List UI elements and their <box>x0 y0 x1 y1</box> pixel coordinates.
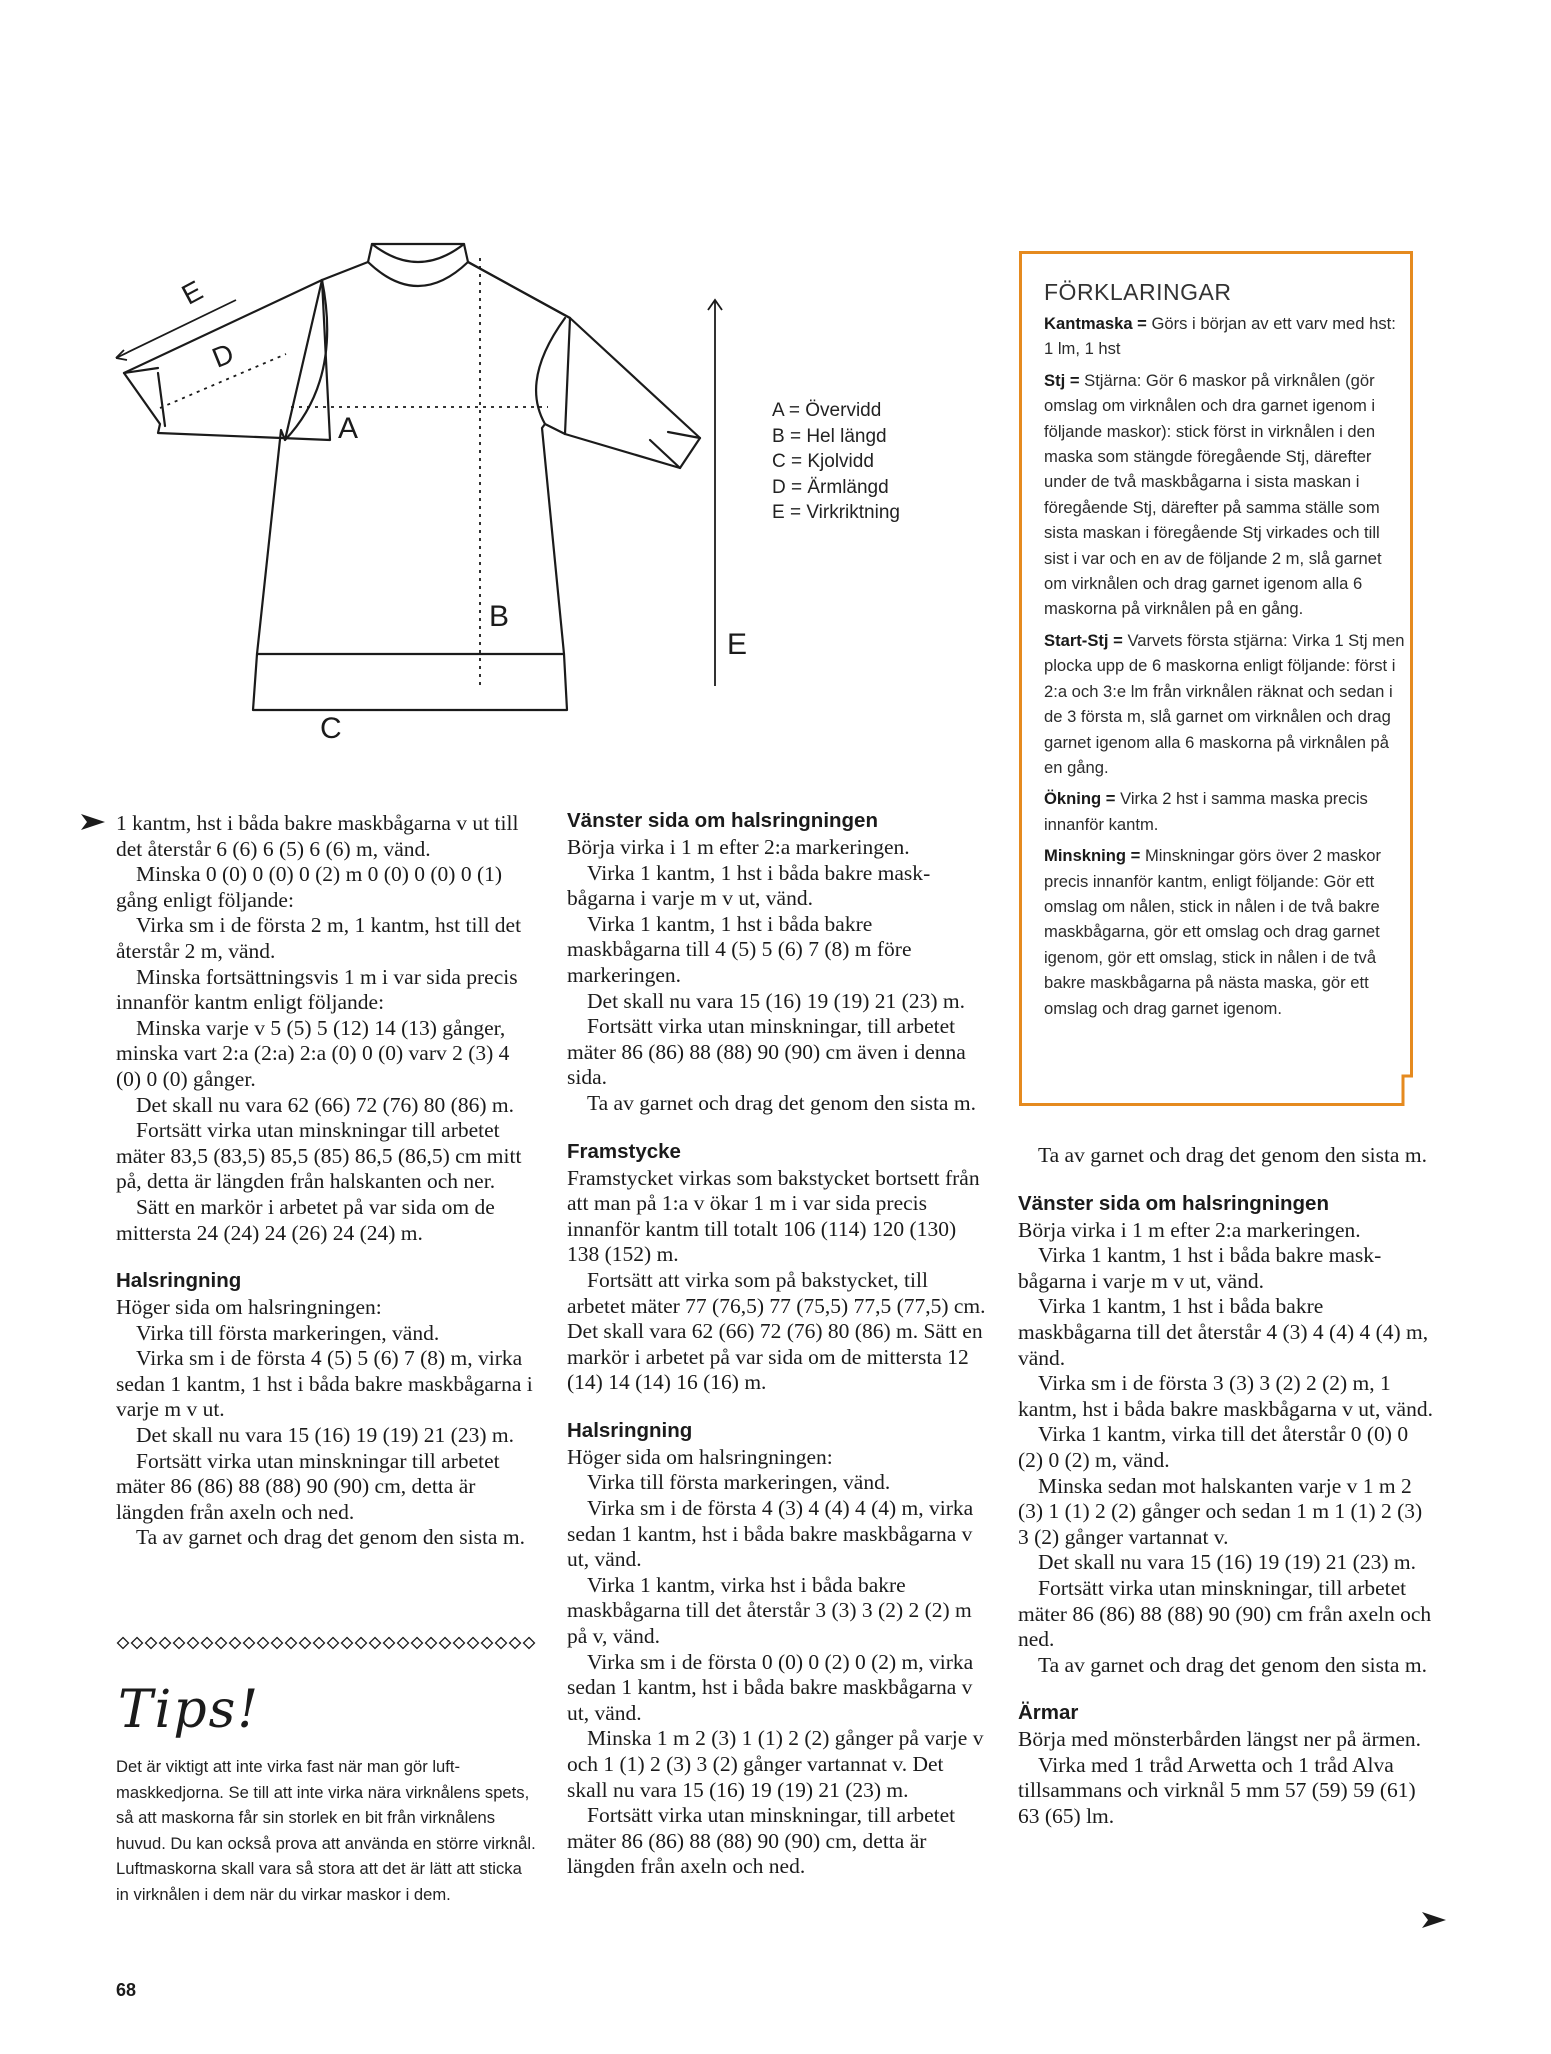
tips-text: Det är viktigt att inte virka fast när man gör luftmaskkedjorna. Se till att inte virka nära virknålens spets, så att maskorna får sin storlek en bit från virknålens huvud. Du kan också prova att använda en större virknål. Luftmaskorna skall vara så stora att det är lätt att sticka in virknålen i dem när du virkar maskor i dem. <box>116 1757 536 1904</box>
right-sleeve <box>468 262 700 468</box>
paragraph: Virka med 1 tråd Arwetta och 1 tråd Alva tillsammans och virknål 5 mm 57 (59) 59 (61) 63 (65) lm. <box>1018 1752 1416 1829</box>
paragraph: Det skall nu vara 15 (16) 19 (19) 21 (23) m. <box>136 1423 514 1448</box>
paragraph: Fortsätt virka utan minskningar, till arbetet mäter 86 (86) 88 (88) 90 (90) cm även i denna sida. <box>567 1014 966 1090</box>
diagram-label-c: C <box>320 712 342 745</box>
paragraph: Virka 1 kantm, virka hst i båda bakre maskbågarna till det återstår 3 (3) 3 (2) 2 (2) m på v, vänd. <box>567 1572 972 1649</box>
diamond-divider <box>116 1636 536 1650</box>
paragraph: Virka sm i de första 2 m, 1 kantm, hst till det återstår 2 m, vänd. <box>116 913 522 963</box>
paragraph: Det skall nu vara 15 (16) 19 (19) 21 (23) m. <box>587 988 965 1013</box>
legend-item: B = Hel längd <box>772 425 887 447</box>
diagram-label-d: D <box>207 337 239 374</box>
paragraph: Höger sida om halsringningen: <box>567 1444 833 1469</box>
paragraph: Virka 1 kantm, virka till det återstår 0 (0) 0 (2) 0 (2) m, vänd. <box>1018 1422 1409 1472</box>
paragraph: Virka sm i de första 4 (3) 4 (4) 4 (4) m, virka sedan 1 kantm, hst i båda bakre maskbågarna v ut, vänd. <box>567 1496 974 1572</box>
legend-item: D = Ärmlängd <box>772 476 889 498</box>
paragraph: Fortsätt virka utan minskningar till arbetet mäter 83,5 (83,5) 85,5 (85) 86,5 (86,5) cm mitt på, detta är längden från halskanten och ner. <box>116 1118 522 1194</box>
explanation-entry: Kantmaska = Görs i början av ett varv med hst: 1 lm, 1 hst <box>1044 314 1396 359</box>
explanation-entry: Stj = Stjärna: Gör 6 maskor på virknålen (gör omslag om virknålen och dra garnet igenom i följande maskor): stick först in virknålen i den maska som stängde föregående Stj, därefter under de två maskbågarna i sista maskan i föregående Stj, därefter på samma ställe som sista maskan i föregående Stj virkades och till sist i var och en av de följande 2 m, slå garnet om virknålen och drag garnet igenom alla 6 maskorna på virknålen på en gång. <box>1044 370 1382 619</box>
section-heading: Vänster sida om halsringningen <box>567 809 878 832</box>
paragraph: Virka 1 kantm, 1 hst i båda bakre maskbågarna till 4 (5) 5 (6) 7 (8) m före markeringen. <box>567 911 912 987</box>
paragraph: Virka till första markeringen, vänd. <box>136 1320 440 1345</box>
next-page-arrow-icon <box>1422 1910 1446 1930</box>
diagram-label-e-right: E <box>727 628 748 661</box>
paragraph: Fortsätt att virka som på bakstycket, till arbetet mäter 77 (76,5) 77 (75,5) 77,5 (77,5) cm. Det skall vara 62 (66) 72 (76) 80 (86) m. Sätt en markör i arbetet på var sida om de mittersta 12 (14) 14 (14) 16 (16) m. <box>567 1267 986 1395</box>
paragraph: Ta av garnet och drag det genom den sista m. <box>1038 1143 1427 1167</box>
paragraph: Börja med mönsterbården längst ner på ärmen. <box>1018 1727 1421 1752</box>
legend-item: C = Kjolvidd <box>772 451 874 473</box>
paragraph: 1 kantm, hst i båda bakre maskbågarna v ut till det återstår 6 (6) 6 (5) 6 (6) m, vänd. <box>116 811 519 861</box>
paragraph: Ta av garnet och drag det genom den sista m. <box>1038 1652 1427 1677</box>
continue-arrow-icon <box>81 812 105 832</box>
paragraph: Minska varje v 5 (5) 5 (12) 14 (13) gånger, minska vart 2:a (2:a) 2:a (0) 0 (0) varv 2 (3) 4 (0) 0 (0) gånger. <box>116 1015 510 1091</box>
paragraph: Fortsätt virka utan minskningar, till arbetet mäter 86 (86) 88 (88) 90 (90) cm från axeln och ned. <box>1018 1575 1432 1652</box>
paragraph: Virka till första markeringen, vänd. <box>587 1470 891 1495</box>
paragraph: Ta av garnet och drag det genom den sista m. <box>136 1525 525 1550</box>
paragraph: Ta av garnet och drag det genom den sista m. <box>587 1090 976 1115</box>
explanations-box <box>1044 278 1406 1027</box>
paragraph: Virka sm i de första 0 (0) 0 (2) 0 (2) m, virka sedan 1 kantm, hst i båda bakre maskbågarna v ut, vänd. <box>567 1649 974 1725</box>
column-3 <box>1018 1143 1438 1830</box>
explanation-entry: Minskning = Minskningar görs över 2 maskor precis innanför kantm, enligt följande: Gör ett omslag om nålen, stick in nålen i de två bakre maskbågarna, gör ett omslag och drag garnet igenom, gör ett omslag, stick in nålen i de två bakre maskbågarna på nästa maska, gör ett omslag och drag garnet igenom. <box>1044 846 1382 1018</box>
column-1 <box>116 811 536 1551</box>
neck <box>368 262 468 286</box>
diagram-label-b: B <box>489 600 510 633</box>
paragraph: Börja virka i 1 m efter 2:a markeringen. <box>567 835 910 859</box>
paragraph: Minska fortsättningsvis 1 m i var sida precis innanför kantm enligt följande: <box>116 964 518 1015</box>
paragraph: Höger sida om halsringningen: <box>116 1295 382 1320</box>
paragraph: Minska 1 m 2 (3) 1 (1) 2 (2) gånger på varje v och 1 (1) 2 (3) 3 (2) gånger vartannat v. Det skall nu vara 15 (16) 19 (19) 21 (23) m. <box>567 1726 984 1802</box>
tips-title: Tips! <box>118 1680 261 1740</box>
paragraph: Börja virka i 1 m efter 2:a markeringen. <box>1018 1217 1361 1242</box>
section-heading: Vänster sida om halsringningen <box>1018 1191 1329 1215</box>
explanation-entry: Ökning = Virka 2 hst i samma maska precis innanför kantm. <box>1044 789 1368 834</box>
diagram-legend <box>772 398 900 526</box>
paragraph: Det skall nu vara 15 (16) 19 (19) 21 (23) m. <box>1038 1550 1416 1575</box>
legend-item: A = Övervidd <box>772 400 882 421</box>
paragraph: Minska sedan mot halskanten varje v 1 m 2 (3) 1 (1) 2 (2) gånger och sedan 1 m 1 (1) 2 (3) 3 (2) gånger vartannat v. <box>1018 1473 1423 1549</box>
paragraph: Framstycket virkas som bakstycket bortsett från att man på 1:a v ökar 1 m i var sida precis innanför kantm till totalt 106 (114) 120 (130) 138 (152) m. <box>567 1165 980 1267</box>
diagram-label-a: A <box>338 412 359 445</box>
column-2 <box>567 808 987 1880</box>
diagram-label-e: E <box>176 274 208 311</box>
page-number: 68 <box>116 1980 137 2000</box>
paragraph: Virka 1 kantm, 1 hst i båda bakre maskbågarna till det återstår 4 (3) 4 (4) 4 (4) m, vänd. <box>1018 1294 1429 1370</box>
dress-body <box>253 244 570 710</box>
section-heading: Framstycke <box>567 1139 681 1163</box>
paragraph: Sätt en markör i arbetet på var sida om de mittersta 24 (24) 24 (26) 24 (24) m. <box>116 1194 495 1245</box>
section-heading: Ärmar <box>1018 1701 1079 1725</box>
paragraph: Virka 1 kantm, 1 hst i båda bakre maskbågarna i varje m v ut, vänd. <box>1018 1243 1382 1293</box>
explanation-entry: Start-Stj = Varvets första stjärna: Virka 1 Stj men plocka upp de 6 maskorna enligt följande: först i 2:a och 3:e lm från virknålen räknat och sedan i de 3 första m, slå garnet om virknålen och drag garnet igenom alla 6 maskorna på virknålen på en gång. <box>1044 630 1405 777</box>
section-heading: Halsringning <box>567 1418 693 1442</box>
legend-item: E = Virkriktning <box>772 502 900 524</box>
paragraph: Fortsätt virka utan minskningar, till arbetet mäter 86 (86) 88 (88) 90 (90) cm, detta är längden från axeln och ned. <box>567 1803 956 1879</box>
paragraph: Virka 1 kantm, 1 hst i båda bakre maskbågarna i varje m v ut, vänd. <box>567 860 931 911</box>
section-heading: Halsringning <box>116 1269 242 1293</box>
paragraph: Virka sm i de första 3 (3) 3 (2) 2 (2) m, 1 kantm, hst i båda bakre maskbågarna v ut, vänd. <box>1018 1371 1433 1421</box>
paragraph: Minska 0 (0) 0 (0) 0 (2) m 0 (0) 0 (0) 0 (1) gång enligt följande: <box>116 862 503 912</box>
paragraph: Fortsätt virka utan minskningar till arbetet mäter 86 (86) 88 (88) 90 (90) cm, detta är längden från axeln och ned. <box>116 1448 500 1524</box>
paragraph: Det skall nu vara 62 (66) 72 (76) 80 (86) m. <box>136 1092 514 1117</box>
explanations-title: FÖRKLARINGAR <box>1044 279 1232 305</box>
paragraph: Virka sm i de första 4 (5) 5 (6) 7 (8) m, virka sedan 1 kantm, 1 hst i båda bakre maskbågarna i varje m v ut. <box>116 1346 533 1422</box>
